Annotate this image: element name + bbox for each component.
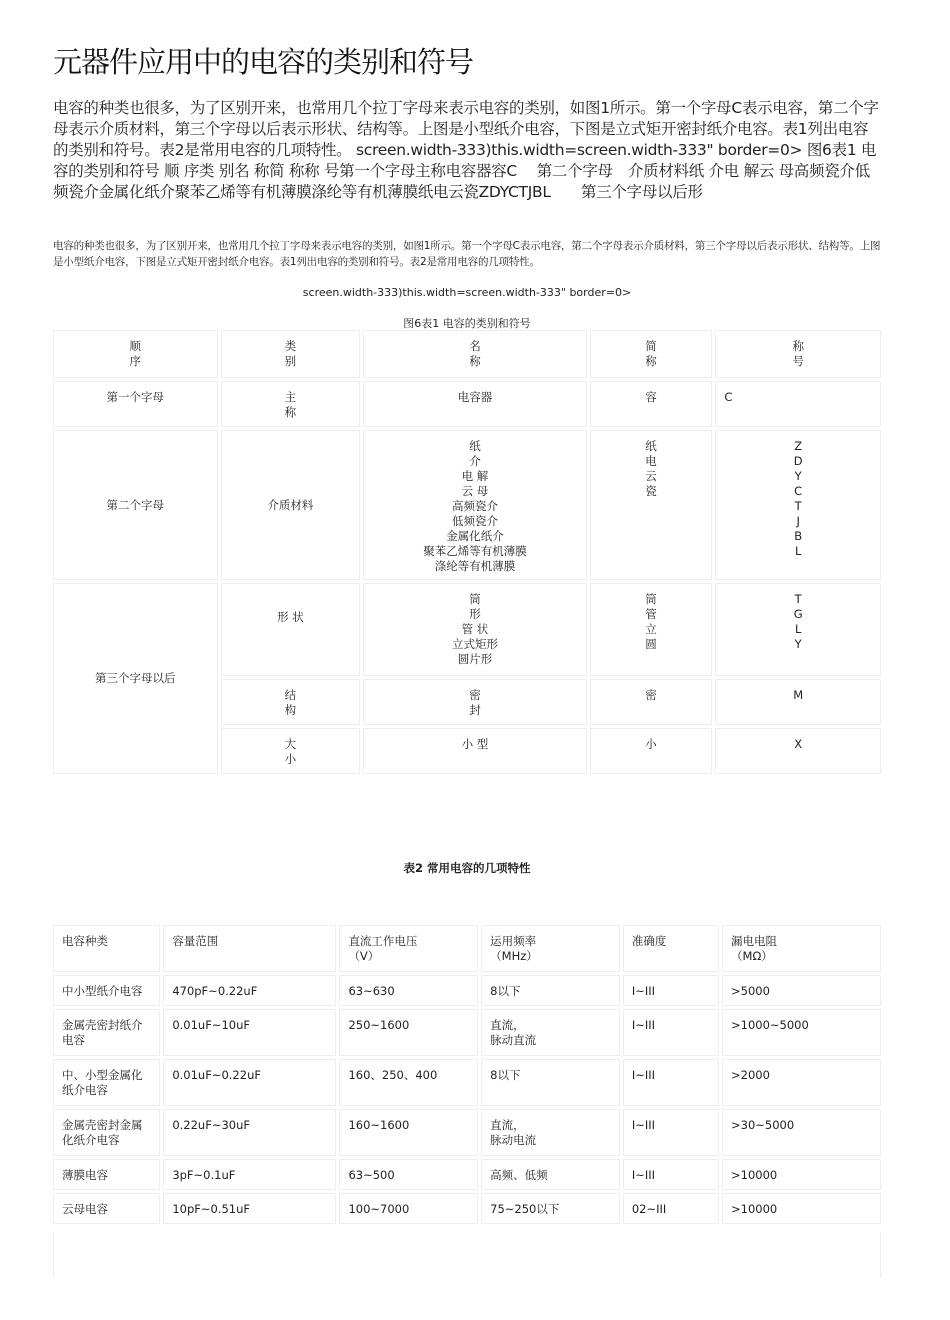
abbr-cell: 容 [590,381,713,427]
table-cell [481,1109,620,1156]
table-row [53,1193,881,1224]
cell-text: I~III [631,1168,656,1182]
cell-text: >30~5000 [731,1118,795,1132]
table-cell [623,975,719,1006]
header-cell [53,925,160,972]
cell-text: 63~500 [348,1168,395,1182]
cell-text: >10000 [731,1168,778,1182]
cell-text: 高频、低频 [490,1168,548,1182]
category-cell: 主 称 [221,381,361,427]
cell-text: 470pF~0.22uF [172,984,258,998]
table1-caption: 图6表1 电容的类别和符号 [403,317,531,330]
cell-text: >5000 [731,984,770,998]
table-cell [623,1193,719,1224]
name-cell: 电容器 [363,381,586,427]
table-cell [339,1109,478,1156]
table-cell [53,1109,160,1156]
abbr-cell: 密 [590,679,713,725]
table-cell [481,1159,620,1190]
cell-text: 薄膜电容 [62,1168,108,1182]
symbol-cell: M [715,679,881,725]
abbr-cell: 小 [590,728,713,774]
cell-text: 10pF~0.51uF [172,1202,251,1216]
table-cell [163,1193,336,1224]
table-cell [722,975,881,1006]
table-cell [163,1159,336,1190]
empty-table-area [53,1232,881,1278]
table-cell [722,1109,881,1156]
category-cell: 介质材料 [221,430,361,580]
table-header-row [53,925,881,972]
table-header-row [53,330,881,378]
capacitor-category-table [50,327,884,777]
cell-text: 63~630 [348,984,395,998]
body-paragraph: 电容的种类也很多，为了区别开来，也常用几个拉丁字母来表示电容的类别，如图1所示。第一个字母C表示电容，第二个字母表示介质材料，第三个字母以后表示形状、结构等。上图是小型纸介电容，下图是立式矩开密封纸介电容。表1列出电容的类别和符号。表2是常用电容的几项特性。 [53,240,881,268]
header-cell: 顺 序 [53,330,218,378]
cell-text: 0.01uF~0.22uF [172,1068,261,1082]
symbol-cell: X [715,728,881,774]
cell-text: >2000 [731,1068,770,1082]
cell-text: 0.01uF~10uF [172,1018,250,1032]
header-cell: 简 称 [590,330,713,378]
page-title: 元器件应用中的电容的类别和符号 [53,45,474,79]
table-cell [481,1009,620,1056]
header-cell [722,925,881,972]
cell-text: 漏电电阻 [731,934,778,948]
category-cell: 结 构 [221,679,361,725]
table2-title: 表2 常用电容的几项特性 [403,861,531,875]
cell-text: （MHz） [490,949,538,963]
cell-text: 直流， [490,1018,525,1032]
table-cell [623,1109,719,1156]
order-cell: 第一个字母 [53,381,218,427]
table-cell [339,1159,478,1190]
cell-text: 160、250、400 [348,1068,438,1082]
table-cell [481,1059,620,1106]
cell-text: 8以下 [490,1068,521,1082]
header-cell: 称 号 [715,330,881,378]
cell-text: I~III [631,1068,656,1082]
header-cell: 类 别 [221,330,361,378]
table-cell [163,1059,336,1106]
symbol-cell: T G L Y [715,583,881,676]
cell-text: 金属壳密封金属 [62,1118,143,1132]
cell-text: I~III [631,1118,656,1132]
cell-text: 云母电容 [62,1202,108,1216]
table-row [53,1109,881,1156]
table-cell [53,1159,160,1190]
abbr-cell: 纸 电 云 瓷 [590,430,713,580]
cell-text: 250~1600 [348,1018,410,1032]
cell-text: （V） [348,949,380,963]
table-cell [53,1193,160,1224]
table-cell [163,1009,336,1056]
table-cell [722,1193,881,1224]
capacitor-characteristics-table [50,922,884,1227]
cell-text: 电容种类 [62,934,108,948]
table-row [53,381,881,427]
name-cell: 小 型 [363,728,586,774]
cell-text: 8以下 [490,984,521,998]
image-residue-text: screen.width-333)this.width=screen.width-333" border=0> [302,286,632,299]
table-cell [163,1109,336,1156]
abbr-cell: 筒 管 立 圆 [590,583,713,676]
header-cell [339,925,478,972]
header-cell: 名 称 [363,330,586,378]
table-cell [722,1159,881,1190]
cell-text: >1000~5000 [731,1018,809,1032]
table-cell [53,1059,160,1106]
order-cell: 第三个字母以后 [53,583,218,774]
symbol-cell: Z D Y C T J B L [715,430,881,580]
table-row [53,1059,881,1106]
cell-text: I~III [631,984,656,998]
cell-text: 3pF~0.1uF [172,1168,236,1182]
name-cell: 筒 形 管 状 立式矩形 圆片形 [363,583,586,676]
cell-text: 100~7000 [348,1202,410,1216]
table-cell [623,1059,719,1106]
cell-text: 电容 [62,1033,85,1047]
cell-text: >10000 [731,1202,778,1216]
table-cell [722,1059,881,1106]
cell-text: 化纸介电容 [62,1133,120,1147]
table-row [53,1009,881,1056]
cell-text: 运用频率 [490,934,537,948]
table-cell [53,975,160,1006]
symbol-cell: C [715,381,881,427]
table-cell [722,1009,881,1056]
cell-text: 02~III [631,1202,667,1216]
cell-text: 中、小型金属化 [62,1068,143,1082]
cell-text: 脉动电流 [490,1133,537,1147]
header-cell [163,925,336,972]
table-cell [339,975,478,1006]
table-cell [53,1009,160,1056]
table-cell [339,1193,478,1224]
table-row [53,975,881,1006]
cell-text: （MΩ） [731,949,773,963]
name-cell: 密 封 [363,679,586,725]
intro-paragraph: 电容的种类也很多，为了区别开来，也常用几个拉丁字母来表示电容的类别，如图1所示。第一个字母C表示电容，第二个字母表示介质材料，第三个字母以后表示形状、结构等。上图是小型纸介电容，下图是立式矩开密封纸介电容。表1列出电容的类别和符号。表2是常用电容的几项特性。 screen.width-333)this.width=screen.width-333" border=0> 图6表1 电容的类别和符号 顺 序类 别名 称简 称称 号第一个字母主称电容器容C 第二个字母 介质材料纸 介电 解云 母高频瓷介低频瓷介金属化纸介聚苯乙烯等有机薄膜涤纶等有机薄膜纸电云瓷ZDYCTJBL 第三个字母以后形 [53,99,879,201]
cell-text: 直流， [490,1118,525,1132]
cell-text: 准确度 [631,934,667,948]
table-cell [481,1193,620,1224]
cell-text: 0.22uF~30uF [172,1118,250,1132]
cell-text: 中小型纸介电容 [62,984,143,998]
order-cell: 第二个字母 [53,430,218,580]
header-cell [481,925,620,972]
cell-text: 脉动直流 [490,1033,537,1047]
table-row [53,583,881,676]
category-cell: 形 状 [221,583,361,676]
table-cell [163,975,336,1006]
cell-text: 75~250以下 [490,1202,560,1216]
cell-text: 纸介电容 [62,1083,108,1097]
cell-text: 容量范围 [172,934,219,948]
cell-text: 金属壳密封纸介 [62,1018,143,1032]
cell-text: I~III [631,1018,656,1032]
header-cell [623,925,719,972]
table-cell [623,1159,719,1190]
table-cell [339,1059,478,1106]
table-row [53,1159,881,1190]
category-cell: 大 小 [221,728,361,774]
cell-text: 直流工作电压 [348,934,418,948]
table-cell [481,975,620,1006]
table-cell [623,1009,719,1056]
cell-text: 160~1600 [348,1118,410,1132]
table-row [53,430,881,580]
table-cell [339,1009,478,1056]
name-cell: 纸 介 电 解 云 母 高频瓷介 低频瓷介 金属化纸介 聚苯乙烯等有机薄膜 涤纶等有机薄膜 [363,430,586,580]
